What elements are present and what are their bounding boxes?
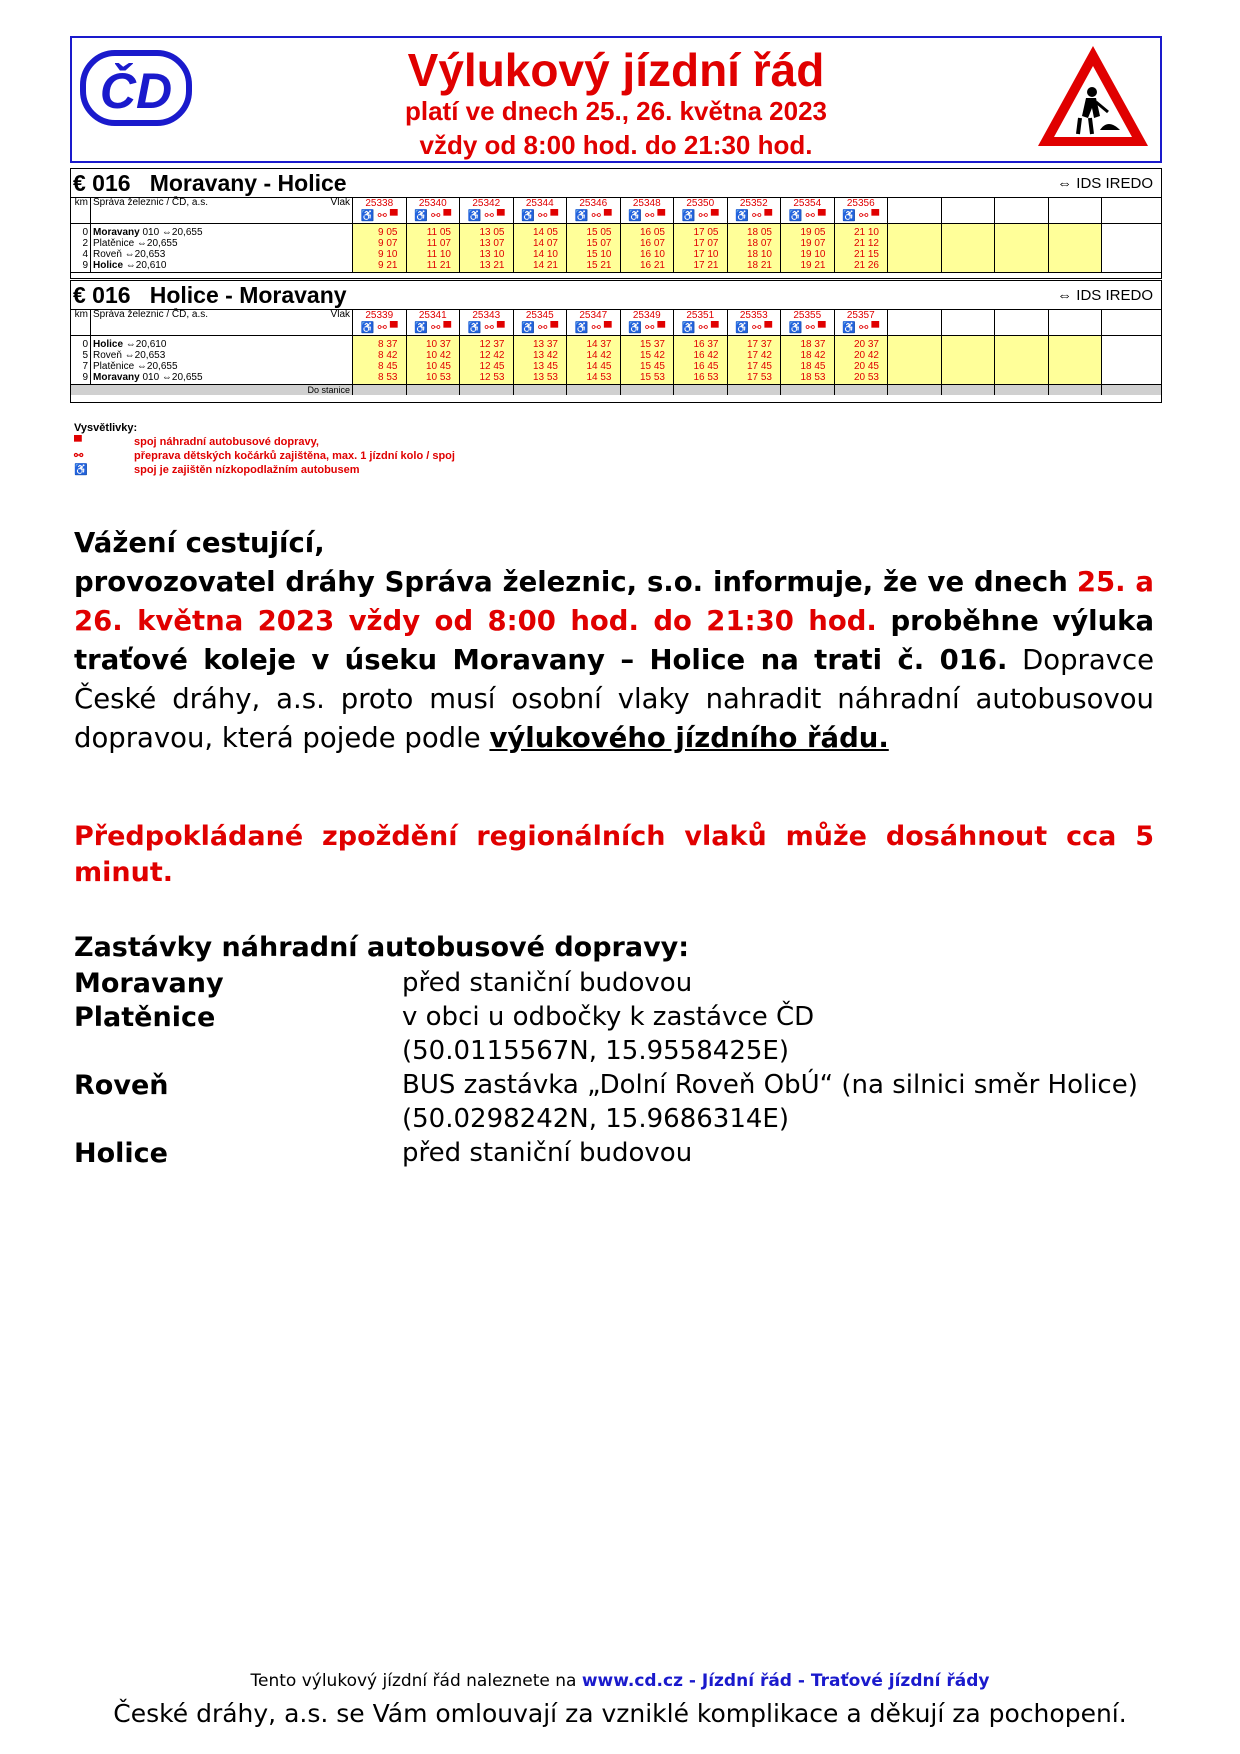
departure-time: [942, 362, 996, 373]
train-number: 25340: [407, 198, 461, 209]
departure-time: [888, 351, 942, 362]
footer-cell: [621, 385, 675, 395]
departure-time: [888, 261, 942, 272]
notice-text: Dopravce České dráhy, a.s. proto musí osobní vlaky nahradit náhradní autobusovou dopravou, která pojede podle: [74, 644, 1154, 754]
train-symbols: ♿ ⚯ ▀: [781, 209, 835, 223]
departure-time: 16 45: [674, 362, 728, 373]
departure-time: 14 07: [514, 239, 568, 250]
train-number: 25343: [460, 310, 514, 321]
legend-item: [74, 435, 319, 449]
train-symbols: [1049, 321, 1103, 335]
departure-time: 21 26: [835, 261, 889, 272]
departure-time: 20 37: [835, 340, 889, 351]
departure-time: 11 07: [407, 239, 461, 250]
page-title: Výlukový jízdní řád: [407, 44, 825, 96]
train-number: 25344: [514, 198, 568, 209]
station-connection: ⇔20,610: [123, 339, 167, 350]
timetable-grid: [71, 310, 1161, 395]
departure-time: 8 53: [353, 373, 407, 384]
departure-time: 10 45: [407, 362, 461, 373]
train-number: 25342: [460, 198, 514, 209]
station-connection: ⇔20,610: [123, 260, 167, 271]
departure-time: 20 42: [835, 351, 889, 362]
departure-time: [995, 340, 1049, 351]
station-connection: 010 ⇔20,655: [139, 372, 203, 383]
train-symbols: ♿ ⚯ ▀: [835, 321, 889, 335]
departure-time: 14 53: [567, 373, 621, 384]
stop-desc: BUS zastávka „Dolní Roveň ObÚ“ (na silnici směr Holice): [402, 1070, 1138, 1100]
train-number: 25339: [353, 310, 407, 321]
departure-time: 16 05: [621, 228, 675, 239]
departure-time: [888, 362, 942, 373]
departure-time: [942, 261, 996, 272]
departure-time: [942, 373, 996, 384]
train-symbols: ♿ ⚯ ▀: [835, 209, 889, 223]
station-label: Roveň: [93, 249, 122, 260]
departure-time: 16 10: [621, 250, 675, 261]
legend-text: přeprava dětských kočárků zajištěna, max. 1 jízdní kolo / spoj: [134, 450, 455, 462]
departure-time: 16 42: [674, 351, 728, 362]
train-number: [995, 198, 1049, 209]
stop-desc: před staniční budovou: [402, 968, 693, 998]
station-label: Moravany: [93, 227, 140, 238]
train-symbols: ♿ ⚯ ▀: [407, 321, 461, 335]
departure-time: [888, 228, 942, 239]
train-symbols: ♿ ⚯ ▀: [728, 321, 782, 335]
train-number: 25347: [567, 310, 621, 321]
departure-time: 15 21: [567, 261, 621, 272]
timetable-header: [71, 169, 1161, 198]
departure-time: 14 05: [514, 228, 568, 239]
departure-time: 19 05: [781, 228, 835, 239]
departure-time: 13 37: [514, 340, 568, 351]
departure-time: [1049, 261, 1103, 272]
operator-label: Správa železnic / ČD, a.s.: [93, 197, 209, 208]
departure-time: 19 21: [781, 261, 835, 272]
station-label: Roveň: [93, 350, 122, 361]
train-number: 25353: [728, 310, 782, 321]
departure-time: 15 05: [567, 228, 621, 239]
departure-time: [995, 239, 1049, 250]
departure-time: 18 21: [728, 261, 782, 272]
train-number: [888, 198, 942, 209]
footer-cell: [942, 385, 996, 395]
station-km: 9: [71, 373, 91, 384]
footer-cell: [674, 385, 728, 395]
station-label: Platěnice: [93, 238, 135, 249]
roadwork-warning-icon: [1034, 42, 1152, 152]
train-number: 25348: [621, 198, 675, 209]
train-symbols: ♿ ⚯ ▀: [728, 209, 782, 223]
footer-cell: [781, 385, 835, 395]
station-connection: 010 ⇔20,655: [139, 227, 203, 238]
departure-time: 14 21: [514, 261, 568, 272]
departure-time: 18 42: [781, 351, 835, 362]
station-km: 9: [71, 261, 91, 272]
train-number: 25351: [674, 310, 728, 321]
station-label: Holice: [93, 260, 124, 271]
station-connection: ⇔20,653: [121, 350, 166, 361]
station-name: [91, 373, 353, 384]
departure-time: 16 37: [674, 340, 728, 351]
departure-time: 9 21: [353, 261, 407, 272]
departure-time: 16 07: [621, 239, 675, 250]
footer-cell: [728, 385, 782, 395]
departure-time: 13 45: [514, 362, 568, 373]
train-number: 25350: [674, 198, 728, 209]
departure-time: [888, 250, 942, 261]
station-km: 0: [71, 228, 91, 239]
stop-coords: (50.0298242N, 15.9686314E): [402, 1104, 789, 1134]
departure-time: [1049, 362, 1103, 373]
departure-time: 15 10: [567, 250, 621, 261]
train-symbols: [888, 209, 942, 223]
station-km: 7: [71, 362, 91, 373]
ids-label: ⇔ IDS IREDO: [1057, 175, 1153, 192]
departure-time: 21 12: [835, 239, 889, 250]
station-label: Platěnice: [93, 361, 135, 372]
departure-time: [995, 261, 1049, 272]
bus-icon: ▀: [74, 436, 82, 448]
header-box: [70, 36, 1162, 163]
vlak-label: Vlak: [261, 310, 353, 321]
stop-coords: (50.0115567N, 15.9558425E): [402, 1036, 789, 1066]
stop-name: Roveň: [74, 1070, 169, 1101]
footer-label: Do stanice: [71, 385, 353, 395]
departure-time: 14 45: [567, 362, 621, 373]
departure-time: 19 07: [781, 239, 835, 250]
departure-time: 10 42: [407, 351, 461, 362]
departure-time: 20 53: [835, 373, 889, 384]
train-number: 25355: [781, 310, 835, 321]
ids-label: ⇔ IDS IREDO: [1057, 287, 1153, 304]
train-number: 25346: [567, 198, 621, 209]
stops-heading: Zastávky náhradní autobusové dopravy:: [74, 932, 690, 963]
train-number: 25349: [621, 310, 675, 321]
departure-time: [995, 362, 1049, 373]
departure-time: [888, 373, 942, 384]
departure-time: 10 37: [407, 340, 461, 351]
operator-label: Správa železnic / ČD, a.s.: [93, 309, 209, 320]
departure-time: 17 07: [674, 239, 728, 250]
departure-time: [942, 250, 996, 261]
departure-time: 19 10: [781, 250, 835, 261]
station-km: 4: [71, 250, 91, 261]
notice-text: provozovatel dráhy Správa železnic, s.o. informuje, že ve dnech: [74, 566, 1068, 598]
train-number: 25354: [781, 198, 835, 209]
departure-time: 12 37: [460, 340, 514, 351]
cd-logo: [80, 50, 192, 126]
departure-time: 12 53: [460, 373, 514, 384]
departure-time: [942, 228, 996, 239]
departure-time: 17 45: [728, 362, 782, 373]
departure-time: 15 45: [621, 362, 675, 373]
train-number: 25352: [728, 198, 782, 209]
stroller-icon: ⚯: [74, 450, 84, 462]
train-symbols: ♿ ⚯ ▀: [353, 209, 407, 223]
station-name: [91, 261, 353, 272]
timetable-grid: [71, 198, 1161, 273]
route-title: € 016 Holice - Moravany: [73, 282, 347, 308]
train-symbols: ♿ ⚯ ▀: [567, 209, 621, 223]
footer-cell: [1049, 385, 1103, 395]
departure-time: [995, 228, 1049, 239]
train-number: [1049, 310, 1103, 321]
footer-cell: [353, 385, 407, 395]
notice-text: výluka traťové koleje v úseku Moravany – Holice na trati č. 016.: [74, 605, 1155, 676]
train-symbols: ♿ ⚯ ▀: [407, 209, 461, 223]
departure-time: 15 42: [621, 351, 675, 362]
departure-time: 9 07: [353, 239, 407, 250]
train-symbols: [995, 321, 1049, 335]
wheelchair-icon: ♿: [74, 464, 88, 476]
departure-time: 9 10: [353, 250, 407, 261]
station-connection: ⇔20,653: [121, 249, 166, 260]
departure-time: 11 05: [407, 228, 461, 239]
footer-cell: [835, 385, 889, 395]
departure-time: [1049, 239, 1103, 250]
legend-item: [74, 449, 455, 463]
timetable-header: [71, 281, 1161, 310]
footer-cell: [567, 385, 621, 395]
departure-time: 13 05: [460, 228, 514, 239]
departure-time: [888, 239, 942, 250]
departure-time: 17 10: [674, 250, 728, 261]
km-header: [71, 321, 91, 335]
footer-cell: [888, 385, 942, 395]
departure-time: 18 37: [781, 340, 835, 351]
departure-time: 18 10: [728, 250, 782, 261]
train-number: 25338: [353, 198, 407, 209]
departure-time: [1049, 373, 1103, 384]
departure-time: 8 45: [353, 362, 407, 373]
departure-time: 13 21: [460, 261, 514, 272]
stop-name: Holice: [74, 1138, 168, 1169]
departure-time: 20 45: [835, 362, 889, 373]
legend-text: spoj náhradní autobusové dopravy,: [134, 436, 319, 448]
train-symbols: ♿ ⚯ ▀: [460, 321, 514, 335]
departure-time: 8 42: [353, 351, 407, 362]
route-title: € 016 Moravany - Holice: [73, 170, 347, 196]
departure-time: 15 07: [567, 239, 621, 250]
notice-paragraph: [74, 563, 1154, 758]
train-symbols: ♿ ⚯ ▀: [781, 321, 835, 335]
footer-cell: [514, 385, 568, 395]
footer-cell: [995, 385, 1049, 395]
timetable-holice-moravany: [70, 280, 1162, 403]
station-label: Holice: [93, 339, 124, 350]
train-number: 25356: [835, 198, 889, 209]
greeting: Vážení cestující,: [74, 527, 325, 559]
train-symbols: ♿ ⚯ ▀: [514, 321, 568, 335]
svg-text:ČD: ČD: [99, 63, 173, 119]
station-km: 0: [71, 340, 91, 351]
footer-link[interactable]: www.cd.cz - Jízdní řád - Traťové jízdní řády: [581, 1671, 990, 1691]
departure-time: [995, 351, 1049, 362]
stop-name: Moravany: [74, 968, 224, 999]
departure-time: 13 53: [514, 373, 568, 384]
legend-title: Vysvětlivky:: [74, 422, 138, 434]
station-km: 5: [71, 351, 91, 362]
footer-cell: [407, 385, 461, 395]
departure-time: 11 10: [407, 250, 461, 261]
footer-info: [0, 1671, 1240, 1691]
departure-time: 14 42: [567, 351, 621, 362]
train-symbols: ♿ ⚯ ▀: [674, 321, 728, 335]
departure-time: [995, 250, 1049, 261]
train-symbols: ♿ ⚯ ▀: [621, 209, 675, 223]
train-symbols: ♿ ⚯ ▀: [567, 321, 621, 335]
train-number: [888, 310, 942, 321]
operator-label: [91, 209, 353, 223]
train-number: [1049, 198, 1103, 209]
departure-time: 12 45: [460, 362, 514, 373]
departure-time: 13 10: [460, 250, 514, 261]
train-symbols: [942, 321, 996, 335]
departure-time: [995, 373, 1049, 384]
notice-dates: 25. a 26. května 2023 vždy od 8:00 hod. do 21:30 hod.: [74, 566, 1154, 637]
departure-time: 17 42: [728, 351, 782, 362]
departure-time: 13 07: [460, 239, 514, 250]
departure-time: [942, 351, 996, 362]
departure-time: 21 10: [835, 228, 889, 239]
departure-time: 12 42: [460, 351, 514, 362]
train-number: 25341: [407, 310, 461, 321]
timetable-link[interactable]: výlukového jízdního řádu.: [489, 722, 889, 754]
train-symbols: [995, 209, 1049, 223]
departure-time: 17 37: [728, 340, 782, 351]
departure-time: 14 37: [567, 340, 621, 351]
station-km: 2: [71, 239, 91, 250]
train-symbols: ♿ ⚯ ▀: [674, 209, 728, 223]
departure-time: [1049, 340, 1103, 351]
departure-time: 16 21: [621, 261, 675, 272]
train-number: 25357: [835, 310, 889, 321]
train-symbols: ♿ ⚯ ▀: [460, 209, 514, 223]
footer-cell: [460, 385, 514, 395]
train-symbols: ♿ ⚯ ▀: [514, 209, 568, 223]
timetable-moravany-holice: [70, 168, 1162, 279]
stop-desc: před staniční budovou: [402, 1138, 693, 1168]
departure-time: 18 07: [728, 239, 782, 250]
legend: [74, 421, 455, 477]
operator-label: [91, 321, 353, 335]
footer-apology: České dráhy, a.s. se Vám omlouvají za vzniklé komplikace a děkují za pochopení.: [113, 1699, 1127, 1728]
delay-warning: Předpokládané zpoždění regionálních vlaků může dosáhnout cca 5 minut.: [74, 821, 1154, 888]
departure-time: [1049, 250, 1103, 261]
station-label: Moravany: [93, 372, 140, 383]
stop-desc: v obci u odbočky k zastávce ČD: [402, 1002, 815, 1032]
departure-time: [942, 239, 996, 250]
validity-dates: platí ve dnech 25., 26. května 2023: [404, 96, 827, 126]
departure-time: 10 53: [407, 373, 461, 384]
departure-time: 8 37: [353, 340, 407, 351]
km-header: km: [71, 310, 91, 321]
train-number: [942, 198, 996, 209]
km-header: [71, 209, 91, 223]
departure-time: 11 21: [407, 261, 461, 272]
train-number: [942, 310, 996, 321]
departure-time: 9 05: [353, 228, 407, 239]
departure-time: 13 42: [514, 351, 568, 362]
footer-text: Tento výlukový jízdní řád naleznete na: [250, 1671, 577, 1691]
train-symbols: ♿ ⚯ ▀: [353, 321, 407, 335]
departure-time: 15 37: [621, 340, 675, 351]
train-number: [995, 310, 1049, 321]
departure-time: 17 53: [728, 373, 782, 384]
stop-name: Platěnice: [74, 1002, 216, 1033]
departure-time: 16 53: [674, 373, 728, 384]
train-number: 25345: [514, 310, 568, 321]
departure-time: 15 53: [621, 373, 675, 384]
departure-time: 18 53: [781, 373, 835, 384]
legend-item: [74, 463, 360, 477]
departure-time: [888, 340, 942, 351]
train-symbols: ♿ ⚯ ▀: [621, 321, 675, 335]
departure-time: [1049, 351, 1103, 362]
legend-text: spoj je zajištěn nízkopodlažním autobusem: [134, 464, 360, 476]
train-symbols: [1049, 209, 1103, 223]
departure-time: 21 15: [835, 250, 889, 261]
station-connection: ⇔20,655: [134, 238, 178, 249]
validity-hours: vždy od 8:00 hod. do 21:30 hod.: [419, 130, 813, 160]
vlak-label: Vlak: [261, 198, 353, 209]
departure-time: 14 10: [514, 250, 568, 261]
station-connection: ⇔20,655: [134, 361, 178, 372]
departure-time: 17 05: [674, 228, 728, 239]
departure-time: 17 21: [674, 261, 728, 272]
departure-time: [942, 340, 996, 351]
train-symbols: [942, 209, 996, 223]
notice-text: proběhne: [890, 605, 1039, 637]
departure-time: [1049, 228, 1103, 239]
km-header: km: [71, 198, 91, 209]
departure-time: 18 45: [781, 362, 835, 373]
departure-time: 18 05: [728, 228, 782, 239]
train-symbols: [888, 321, 942, 335]
